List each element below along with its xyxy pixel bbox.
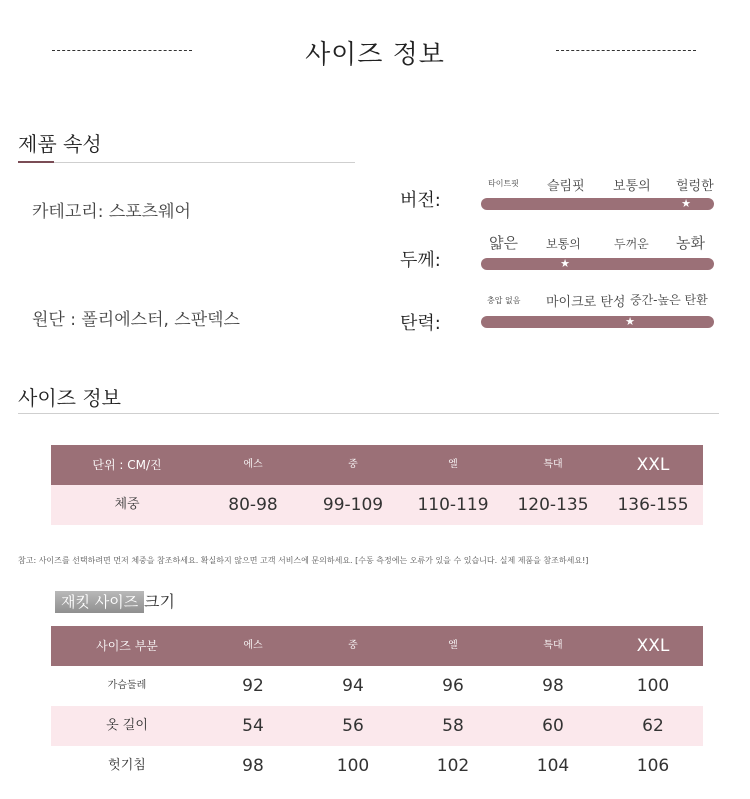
table-cell: 54 xyxy=(242,716,264,736)
table-cell: 120-135 xyxy=(517,495,589,515)
jacket-size-table xyxy=(51,626,703,786)
table-cell: 60 xyxy=(542,716,564,736)
thickness-scale-bar xyxy=(481,258,714,270)
table-cell: 136-155 xyxy=(617,495,689,515)
header-cell: 중 xyxy=(348,640,358,651)
table-row xyxy=(51,666,703,706)
table-cell: 98 xyxy=(242,756,264,776)
header-cell: XXL xyxy=(636,455,670,475)
category-text: 카테고리: 스포츠웨어 xyxy=(32,202,191,222)
header-cell: 사이즈 부분 xyxy=(96,639,158,653)
table-cell: 80-98 xyxy=(228,495,278,515)
table-cell: 106 xyxy=(636,756,670,776)
header-cell: 엘 xyxy=(448,459,458,470)
elasticity-scale-bar xyxy=(481,316,714,328)
thickness-option: 얇은 xyxy=(489,234,518,252)
size-info-title: 사이즈 정보 xyxy=(18,386,121,410)
table-row xyxy=(51,746,703,786)
size-table-header xyxy=(51,445,703,485)
table-cell: 94 xyxy=(342,676,364,696)
thickness-marker-icon: ★ xyxy=(560,257,570,270)
header-cell: 중 xyxy=(348,459,358,470)
size-info-rule xyxy=(18,413,719,414)
elasticity-option: 마이크로 탄성 xyxy=(546,295,626,310)
fit-option: 슬림핏 xyxy=(547,179,585,194)
sizing-note: 참고: 사이즈를 선택하려면 먼저 체중을 참조하세요. 확실하지 않으면 고객 서비스에 문의하세요. [수동 측정에는 오류가 있을 수 있습니다. 실제 제품을 참조하세요!] xyxy=(18,556,589,565)
row-label: 체중 xyxy=(114,497,140,512)
jacket-table-header xyxy=(51,626,703,666)
table-cell: 110-119 xyxy=(417,495,489,515)
fit-scale-bar xyxy=(481,198,714,210)
header-cell: 엘 xyxy=(448,640,458,651)
header-cell: 에스 xyxy=(243,459,263,470)
header-cell: 단위 : CM/진 xyxy=(92,458,162,472)
thickness-label: 두께: xyxy=(400,250,441,271)
page-title: 사이즈 정보 xyxy=(305,40,445,70)
table-row xyxy=(51,485,703,525)
fit-option: 보통의 xyxy=(613,179,651,194)
elasticity-label: 탄력: xyxy=(400,313,441,334)
table-cell: 99-109 xyxy=(322,495,384,515)
thickness-option: 보통의 xyxy=(546,237,581,251)
product-attributes-accent xyxy=(18,161,54,163)
header-cell: 특대 xyxy=(543,640,563,651)
table-cell: 58 xyxy=(442,716,464,736)
elasticity-option: 중간-높은 탄환 xyxy=(630,293,708,307)
header-cell: 특대 xyxy=(543,459,563,470)
product-attributes-rule xyxy=(18,162,355,163)
fit-label: 버전: xyxy=(400,190,441,211)
header-cell: XXL xyxy=(636,636,670,656)
row-label: 헛기침 xyxy=(108,758,146,773)
table-row xyxy=(51,706,703,746)
table-cell: 92 xyxy=(242,676,264,696)
jacket-size-word: 크기 xyxy=(144,592,175,611)
table-cell: 102 xyxy=(436,756,470,776)
table-cell: 104 xyxy=(536,756,570,776)
fit-option: 헐렁한 xyxy=(676,179,714,194)
elasticity-option: 충압 없음 xyxy=(487,296,521,305)
product-attributes-title: 제품 속성 xyxy=(18,132,102,156)
right-dashed-divider xyxy=(556,50,696,51)
header-cell: 에스 xyxy=(243,640,263,651)
row-label: 가슴둘레 xyxy=(107,680,147,691)
fabric-text: 원단 : 폴리에스터, 스판덱스 xyxy=(32,310,240,330)
fit-marker-icon: ★ xyxy=(681,197,691,210)
table-cell: 56 xyxy=(342,716,364,736)
elasticity-marker-icon: ★ xyxy=(625,315,635,328)
thickness-option: 두꺼운 xyxy=(614,237,649,251)
table-cell: 100 xyxy=(636,676,670,696)
thickness-option: 농화 xyxy=(676,234,705,252)
jacket-size-tag: 재킷 사이즈 xyxy=(55,591,144,613)
row-label: 옷 길이 xyxy=(106,718,148,733)
size-table xyxy=(51,445,703,525)
table-cell: 100 xyxy=(336,756,370,776)
table-cell: 62 xyxy=(642,716,664,736)
table-cell: 96 xyxy=(442,676,464,696)
table-cell: 98 xyxy=(542,676,564,696)
fit-option: 타이트핏 xyxy=(488,179,519,188)
